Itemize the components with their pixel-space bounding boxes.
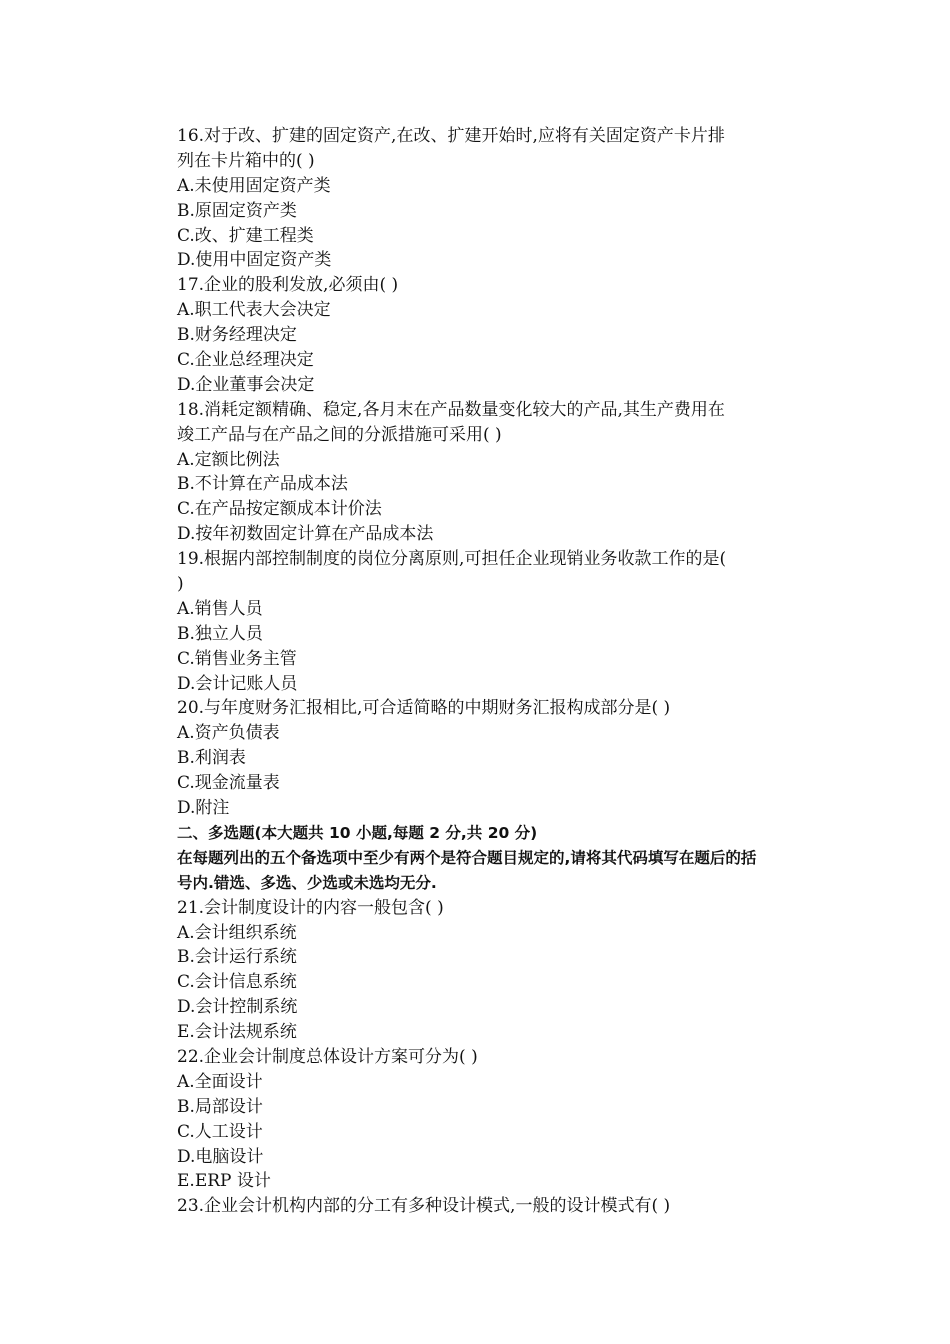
question-text-line: A.会计组织系统: [177, 922, 297, 943]
question-text-line: 16.对于改、扩建的固定资产,在改、扩建开始时,应将有关固定资产卡片排: [177, 126, 725, 146]
question-text-line: 23.企业会计机构内部的分工有多种设计模式,一般的设计模式有( ): [177, 1196, 671, 1217]
question-text-line: C.会计信息系统: [177, 972, 297, 993]
document-text: [177, 124, 817, 1219]
question-text-line: B.原固定资产类: [177, 200, 297, 221]
question-text-line: C.现金流量表: [177, 773, 280, 794]
question-text-line: D.使用中固定资产类: [177, 250, 332, 271]
question-text-line: B.会计运行系统: [177, 947, 297, 968]
question-text-line: E.ERP 设计: [177, 1171, 271, 1192]
question-text-line: C.改、扩建工程类: [177, 225, 314, 246]
question-text-line: D.附注: [177, 798, 230, 819]
question-text-line: 18.消耗定额精确、稳定,各月末在产品数量变化较大的产品,其生产费用在: [177, 399, 725, 420]
question-text-line: B.利润表: [177, 748, 246, 769]
question-text-line: 竣工产品与在产品之间的分派措施可采用( ): [177, 424, 502, 445]
question-text-line: D.电脑设计: [177, 1146, 264, 1167]
section-instruction-line: 二、多选题(本大题共 10 小题,每题 2 分,共 20 分): [177, 823, 538, 842]
question-text-line: B.财务经理决定: [177, 325, 297, 346]
question-text-line: E.会计法规系统: [177, 1022, 297, 1043]
question-text-line: B.不计算在产品成本法: [177, 474, 348, 495]
question-text-line: A.销售人员: [177, 598, 263, 619]
question-text-line: 22.企业会计制度总体设计方案可分为( ): [177, 1046, 478, 1067]
question-text-line: 19.根据内部控制制度的岗位分离原则,可担任企业现销业务收款工作的是(: [177, 549, 727, 570]
question-text-line: 列在卡片箱中的( ): [177, 150, 315, 171]
question-text-line: D.按年初数固定计算在产品成本法: [177, 524, 434, 545]
question-text-line: A.定额比例法: [177, 449, 280, 470]
section-instruction-line: 在每题列出的五个备选项中至少有两个是符合题目规定的,请将其代码填写在题后的括: [177, 848, 757, 867]
question-text-line: A.职工代表大会决定: [177, 300, 331, 321]
question-text-line: A.全面设计: [177, 1071, 263, 1092]
question-text-line: 21.会计制度设计的内容一般包含( ): [177, 897, 444, 918]
question-text-line: A.未使用固定资产类: [177, 175, 331, 196]
question-text-line: D.会计记账人员: [177, 673, 298, 694]
question-text-line: C.在产品按定额成本计价法: [177, 499, 382, 520]
question-text-line: C.人工设计: [177, 1121, 263, 1142]
question-text-line: ): [177, 574, 184, 595]
question-text-line: C.销售业务主管: [177, 648, 297, 669]
question-text-line: D.会计控制系统: [177, 997, 298, 1018]
question-text-line: 17.企业的股利发放,必须由( ): [177, 275, 399, 296]
question-text-line: C.企业总经理决定: [177, 350, 314, 371]
section-instruction-line: 号内.错选、多选、少选或未选均无分.: [177, 873, 437, 892]
question-text-line: B.独立人员: [177, 623, 263, 644]
question-text-line: A.资产负债表: [177, 723, 280, 744]
question-text-line: B.局部设计: [177, 1096, 263, 1117]
question-text-line: D.企业董事会决定: [177, 374, 315, 395]
question-text-line: 20.与年度财务汇报相比,可合适简略的中期财务汇报构成部分是( ): [177, 698, 671, 719]
